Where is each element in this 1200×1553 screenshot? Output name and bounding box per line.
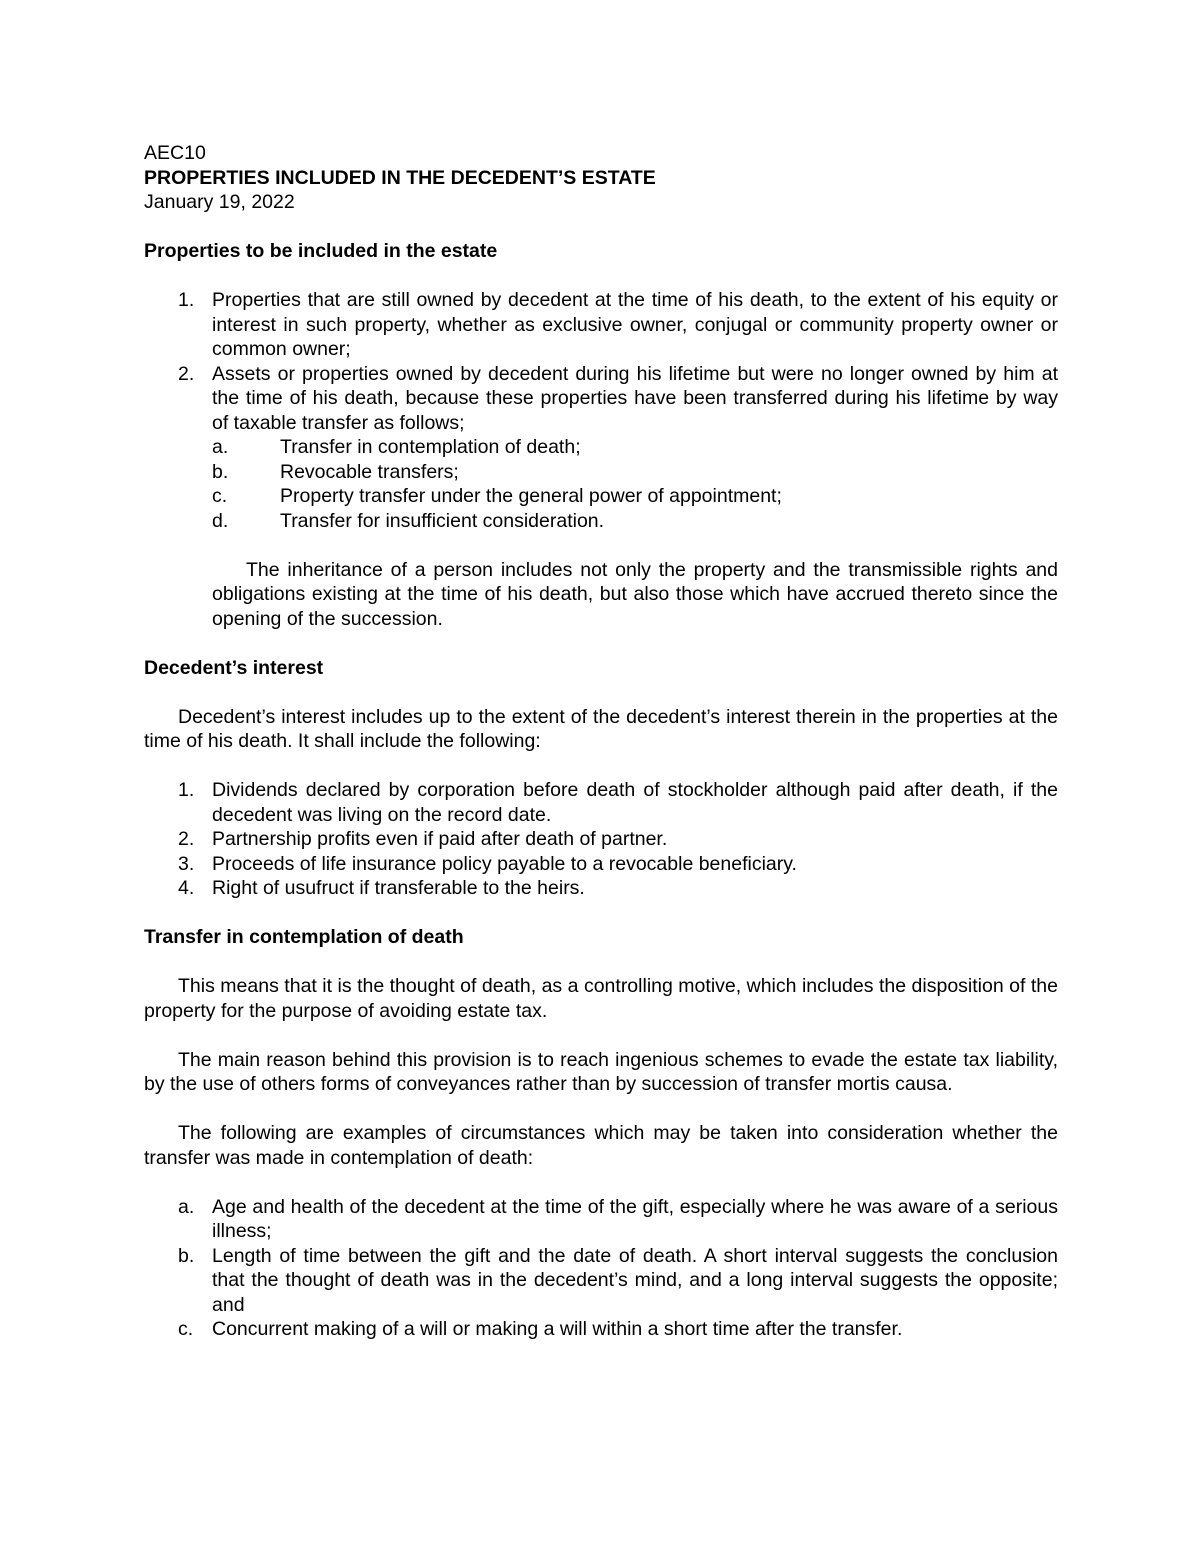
sublist-item [144,435,1058,460]
list-item-text: Property transfer under the general power of appointment; [280,485,782,507]
list-item [144,1244,1058,1318]
document-date: January 19, 2022 [144,191,295,213]
list-marker: b. [212,460,229,483]
taxable-transfer-sublist [144,435,1058,533]
list-item-text: Assets or properties owned by decedent during his lifetime but were no longer owned by him at the time of his death, because these properties have been transferred during his lifetime by way of taxable transfer as follows; [212,362,1058,434]
section-heading-properties: Properties to be included in the estate [144,240,498,262]
spacer [144,754,1058,779]
list-item-text: Proceeds of life insurance policy payable to a revocable beneficiary. [212,852,797,875]
sublist-item [144,509,1058,534]
list-item-text: Partnership profits even if paid after death of partner. [212,828,668,850]
list-item [144,288,1058,362]
spacer [144,1023,1058,1048]
list-marker: 1. [178,779,195,801]
document-page [144,141,1058,1342]
spacer [144,680,1058,705]
spacer [144,631,1058,656]
decedent-interest-list [144,778,1058,901]
circumstances-list [144,1195,1058,1342]
list-item [144,1317,1058,1342]
document-title: PROPERTIES INCLUDED IN THE DECEDENT’S ESTATE [144,166,656,189]
spacer [144,215,1058,240]
main-reason-paragraph: The main reason behind this provision is to reach ingenious schemes to evade the estate tax liability, by the use of others forms of conveyances rather than by succession of transfer mortis causa. [144,1048,1058,1095]
list-item [144,778,1058,827]
list-item [144,1195,1058,1244]
section-heading-decedent-interest: Decedent’s interest [144,656,324,679]
course-code: AEC10 [144,142,206,164]
spacer [144,1097,1058,1122]
list-item-text: Right of usufruct if transferable to the heirs. [212,877,585,899]
spacer [144,901,1058,926]
list-marker: 1. [178,289,195,311]
list-item-text: Concurrent making of a will or making a will within a short time after the transfer. [212,1318,903,1340]
sublist-item [144,460,1058,485]
list-marker: 2. [178,828,195,850]
list-marker: 4. [178,877,195,899]
list-marker: a. [178,1195,195,1218]
spacer [144,264,1058,289]
list-marker: d. [212,509,229,532]
spacer [144,950,1058,975]
list-marker: 2. [178,362,195,385]
list-item-text: Transfer in contemplation of death; [280,436,581,458]
sublist-item [144,484,1058,509]
list-item [144,827,1058,852]
spacer [144,1170,1058,1195]
list-item-text: Revocable transfers; [280,460,459,483]
list-item-text: Dividends declared by corporation before death of stockholder although paid after death, if the decedent was living on the record date. [212,779,1058,826]
list-marker: 3. [178,852,195,875]
list-item-text: Age and health of the decedent at the time of the gift, especially where he was aware of a serious illness; [212,1195,1058,1242]
controlling-motive-paragraph: This means that it is the thought of death, as a controlling motive, which includes the disposition of the property for the purpose of avoiding estate tax. [144,975,1058,1022]
inheritance-paragraph: The inheritance of a person includes not only the property and the transmissible rights and obligations existing at the time of his death, but also those which have accrued thereto since the opening of the succession. [212,558,1058,630]
list-item-text: Properties that are still owned by decedent at the time of his death, to the extent of his equity or interest in such property, whether as exclusive owner, conjugal or community property owner or common owner; [212,289,1058,360]
decedent-interest-paragraph: Decedent’s interest includes up to the extent of the decedent’s interest therein in the properties at the time of his death. It shall include the following: [144,705,1058,752]
list-item-text: Transfer for insufficient consideration. [280,509,605,532]
list-item [144,362,1058,436]
section-heading-contemplation-of-death: Transfer in contemplation of death [144,926,464,948]
list-item [144,852,1058,877]
examples-intro-paragraph: The following are examples of circumstances which may be taken into consideration whether the transfer was made in contemplation of death: [144,1122,1058,1169]
list-marker: b. [178,1244,195,1267]
list-item-text: Length of time between the gift and the date of death. A short interval suggests the conclusion that the thought of death was in the decedent’s mind, and a long interval suggests the opposite; and [212,1244,1058,1316]
list-marker: a. [212,436,229,458]
list-marker: c. [178,1318,194,1340]
list-marker: c. [212,485,228,507]
spacer [144,533,1058,558]
properties-list [144,288,1058,435]
list-item [144,876,1058,901]
